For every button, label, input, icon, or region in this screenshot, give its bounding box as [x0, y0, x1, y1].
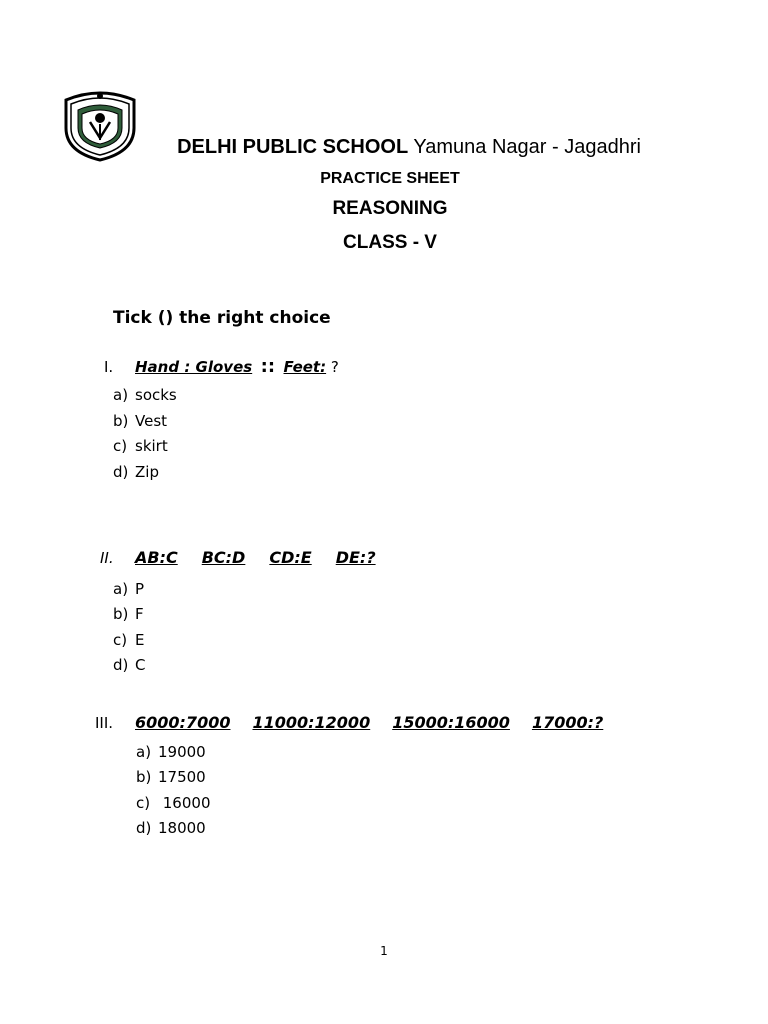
list-item: d) 18000	[136, 819, 206, 837]
list-item: d) C	[113, 656, 146, 674]
list-item: c) E	[113, 631, 145, 649]
question-term: AB:C	[135, 548, 178, 567]
list-item: d) Zip	[113, 463, 159, 481]
question-2	[100, 548, 376, 568]
question-term: 15000:16000	[392, 713, 510, 732]
question-term: BC:D	[201, 548, 246, 567]
question-term: 11000:12000	[252, 713, 371, 732]
list-item: a) 19000	[136, 743, 206, 761]
question-term: 6000:7000	[135, 713, 231, 732]
question-term: DE:?	[335, 548, 376, 567]
page-number: 1	[380, 944, 388, 958]
sheet-type: PRACTICE SHEET	[320, 170, 460, 187]
list-item: c) skirt	[113, 437, 168, 455]
subject-title: REASONING	[332, 198, 448, 219]
analogy-separator: ::	[260, 356, 276, 377]
question-term: Hand : Gloves	[135, 358, 253, 376]
question-1	[104, 356, 339, 377]
list-item: a) socks	[113, 386, 177, 404]
question-term: Feet:	[283, 358, 327, 376]
list-item: b) F	[113, 605, 144, 623]
question-suffix: ?	[326, 358, 339, 376]
list-item: b) Vest	[113, 412, 168, 430]
list-item: b) 17500	[136, 768, 206, 786]
school-name: DELHI PUBLIC SCHOOL	[177, 136, 409, 158]
list-item: a) P	[113, 580, 145, 598]
question-term: CD:E	[269, 548, 312, 567]
question-number: III.	[95, 714, 114, 732]
list-item: c) 16000	[136, 794, 211, 812]
question-term: 17000:?	[531, 713, 604, 732]
question-number: I.	[104, 358, 114, 376]
school-title-line	[0, 136, 768, 159]
question-number: II.	[100, 549, 114, 567]
school-location: Yamuna Nagar - Jagadhri	[413, 136, 641, 158]
class-title: CLASS - V	[343, 232, 437, 253]
question-3	[95, 713, 603, 733]
instruction: Tick () the right choice	[113, 308, 331, 328]
